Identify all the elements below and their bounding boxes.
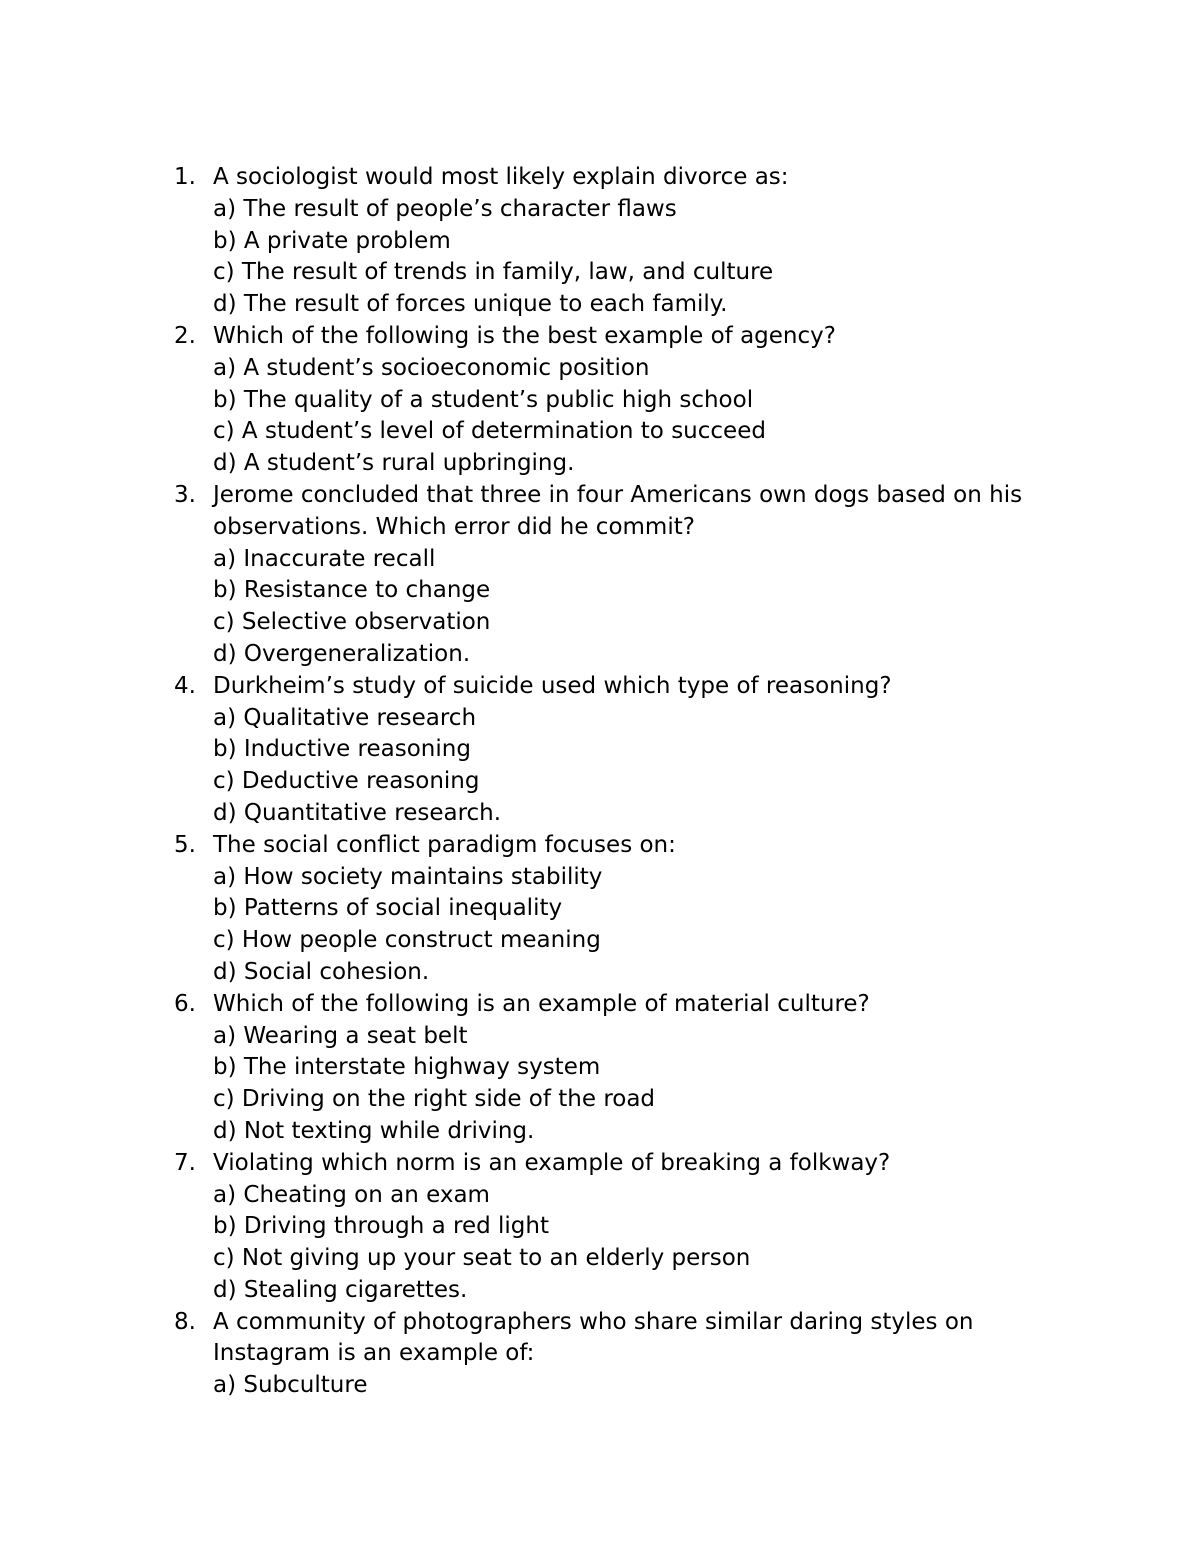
answer-option <box>0 575 1200 607</box>
question-line <box>0 162 1200 194</box>
answer-option <box>0 353 1200 385</box>
question-text: The social conflict paradigm focuses on: <box>213 831 676 858</box>
question-number: 5. <box>174 831 196 858</box>
answer-option <box>0 1180 1200 1212</box>
answer-option-text: a) The result of people’s character flaws <box>213 195 677 222</box>
answer-option <box>0 1084 1200 1116</box>
answer-option-text: d) A student’s rural upbringing. <box>213 450 575 477</box>
answer-option-text: c) Not giving up your seat to an elderly person <box>213 1245 751 1272</box>
answer-option-text: a) Cheating on an exam <box>213 1181 490 1208</box>
answer-option <box>0 1275 1200 1307</box>
answer-option <box>0 385 1200 417</box>
question-item <box>0 480 1200 671</box>
question-item <box>0 989 1200 1148</box>
question-text: observations. Which error did he commit? <box>213 513 695 540</box>
answer-option <box>0 448 1200 480</box>
question-line <box>0 671 1200 703</box>
question-item <box>0 162 1200 321</box>
question-line <box>0 480 1200 512</box>
answer-option-text: c) Driving on the right side of the road <box>213 1086 656 1113</box>
question-text: A sociologist would most likely explain divorce as: <box>213 164 789 190</box>
answer-option-text: a) Inaccurate recall <box>213 545 436 572</box>
question-line <box>0 512 1200 544</box>
answer-option-text: a) Wearing a seat belt <box>213 1022 468 1049</box>
question-text: Which of the following is the best example of agency? <box>213 322 836 349</box>
answer-option <box>0 607 1200 639</box>
question-number: 4. <box>174 672 196 699</box>
question-line <box>0 1307 1200 1339</box>
answer-option-text: c) Selective observation <box>213 609 491 636</box>
question-text: Durkheim’s study of suicide used which type of reasoning? <box>213 672 892 699</box>
answer-option-text: d) Not texting while driving. <box>213 1117 535 1144</box>
question-line <box>0 321 1200 353</box>
question-item <box>0 671 1200 830</box>
answer-option <box>0 257 1200 289</box>
answer-option-text: a) How society maintains stability <box>213 863 603 890</box>
answer-option-text: a) Qualitative research <box>213 704 477 731</box>
answer-option <box>0 1243 1200 1275</box>
answer-option-text: c) How people construct meaning <box>213 927 601 954</box>
answer-option <box>0 798 1200 830</box>
question-text: Instagram is an example of: <box>213 1340 535 1367</box>
question-number: 2. <box>174 322 196 349</box>
answer-option-text: c) A student’s level of determination to succeed <box>213 418 766 445</box>
answer-option <box>0 925 1200 957</box>
answer-option-text: b) Inductive reasoning <box>213 736 471 763</box>
answer-option-text: b) A private problem <box>213 227 451 254</box>
question-number: 3. <box>174 481 196 508</box>
answer-option <box>0 639 1200 671</box>
question-number: 7. <box>174 1149 196 1176</box>
answer-option-text: a) Subculture <box>213 1372 368 1399</box>
answer-option <box>0 1211 1200 1243</box>
answer-option <box>0 1021 1200 1053</box>
answer-option-text: b) Driving through a red light <box>213 1213 550 1240</box>
answer-option-text: c) Deductive reasoning <box>213 768 480 795</box>
question-line <box>0 830 1200 862</box>
answer-option-text: b) Patterns of social inequality <box>213 895 563 922</box>
answer-option <box>0 289 1200 321</box>
answer-option-text: b) Resistance to change <box>213 577 491 604</box>
question-text: Jerome concluded that three in four Americans own dogs based on his <box>213 481 1023 508</box>
answer-option-text: d) Social cohesion. <box>213 958 430 985</box>
answer-option <box>0 544 1200 576</box>
answer-option <box>0 703 1200 735</box>
answer-option-text: d) Stealing cigarettes. <box>213 1276 468 1303</box>
question-text: A community of photographers who share similar daring styles on <box>213 1308 974 1335</box>
question-list <box>0 162 1200 1402</box>
answer-option-text: b) The quality of a student’s public high school <box>213 386 754 413</box>
answer-option <box>0 194 1200 226</box>
question-line <box>0 1338 1200 1370</box>
answer-option <box>0 766 1200 798</box>
answer-option <box>0 1116 1200 1148</box>
answer-option <box>0 734 1200 766</box>
answer-option <box>0 1052 1200 1084</box>
answer-option <box>0 416 1200 448</box>
answer-option-text: a) A student’s socioeconomic position <box>213 354 650 381</box>
question-number: 8. <box>174 1308 196 1335</box>
answer-option-text: d) The result of forces unique to each family. <box>213 291 728 318</box>
question-item <box>0 1148 1200 1307</box>
answer-option-text: d) Overgeneralization. <box>213 640 471 667</box>
question-line <box>0 1148 1200 1180</box>
answer-option <box>0 862 1200 894</box>
answer-option-text: c) The result of trends in family, law, and culture <box>213 259 774 286</box>
question-item <box>0 830 1200 989</box>
answer-option-text: d) Quantitative research. <box>213 799 502 826</box>
answer-option <box>0 226 1200 258</box>
question-text: Which of the following is an example of material culture? <box>213 990 870 1017</box>
question-number: 1. <box>174 164 196 190</box>
answer-option <box>0 1370 1200 1402</box>
question-item <box>0 321 1200 480</box>
question-number: 6. <box>174 990 196 1017</box>
answer-option <box>0 957 1200 989</box>
question-text: Violating which norm is an example of breaking a folkway? <box>213 1149 891 1176</box>
answer-option <box>0 893 1200 925</box>
question-line <box>0 989 1200 1021</box>
question-item <box>0 1307 1200 1402</box>
answer-option-text: b) The interstate highway system <box>213 1054 601 1081</box>
